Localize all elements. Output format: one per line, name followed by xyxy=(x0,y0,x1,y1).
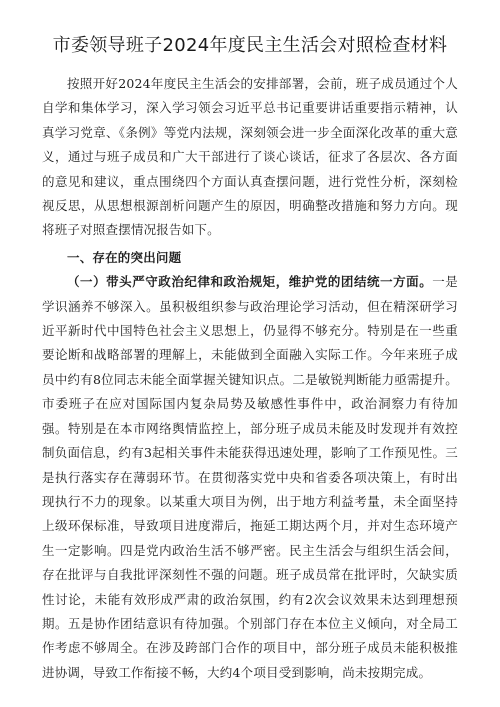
subsection-heading: （一）带头严守政治纪律和政治规矩，维护党的团结统一方面。 xyxy=(67,274,433,290)
subsection-paragraph xyxy=(42,270,458,685)
document-title: 市委领导班子2024年度民主生活会对照检查材料 xyxy=(52,35,448,56)
subsection-body: 一是学识涵养不够深入。虽积极组织参与政治理论学习活动，但在精深研学习近平新时代中国特色社会主义思想上，仍显得不够充分。特别是在一些重要论断和战略部署的理解上，未能做到全面融入实际工作。今年来班子成员中约有8位同志未能全面掌握关键知识点。二是敏锐判断能力亟需提升。市委班子在应对国际国内复杂局势及敏感性事件中，政治洞察力有待加强。特别是在本市网络舆情监控上，部分班子成员未能及时发现并有效控制负面信息，约有3起相关事件未能获得迅速处理，影响了工作预见性。三是执行落实存在薄弱环节。在贯彻落实党中央和省委各项决策上，有时出现执行不力的现象。以某重大项目为例，出于地方利益考量，未全面坚持上级环保标准，导致项目进度滞后，拖延工期达两个月，并对生态环境产生一定影响。四是党内政治生活不够严密。民主生活会与组织生活会间，存在批评与自我批评深刻性不强的问题。班子成员常在批评时，欠缺实质性讨论，未能有效形成严肃的政治氛围，约有2次会议效果未达到理想预期。五是协作团结意识有待加强。个别部门存在本位主义倾向，对全局工作考虑不够周全。在涉及跨部门合作的项目中，部分班子成员未能积极推进协调，导致工作衔接不畅，大约4个项目受到影响，尚未按期完成。 xyxy=(42,274,458,680)
intro-paragraph: 按照开好2024年度民主生活会的安排部署，会前，班子成员通过个人自学和集体学习，深入学习领会习近平总书记重要讲话重要指示精神，认真学习党章、《条例》等党内法规，深刻领会进一步全面深化改革的重大意义，通过与班子成员和广大干部进行了谈心谈话，征求了各层次、各方面的意见和建议，重点围绕四个方面认真查摆问题，进行党性分析，深刻检视反思，从思想根源剖析问题产生的原因，明确整改措施和努力方向。现将班子对照查摆情况报告如下。 xyxy=(42,76,458,238)
section-heading-problems: 一、存在的突出问题 xyxy=(67,249,182,265)
